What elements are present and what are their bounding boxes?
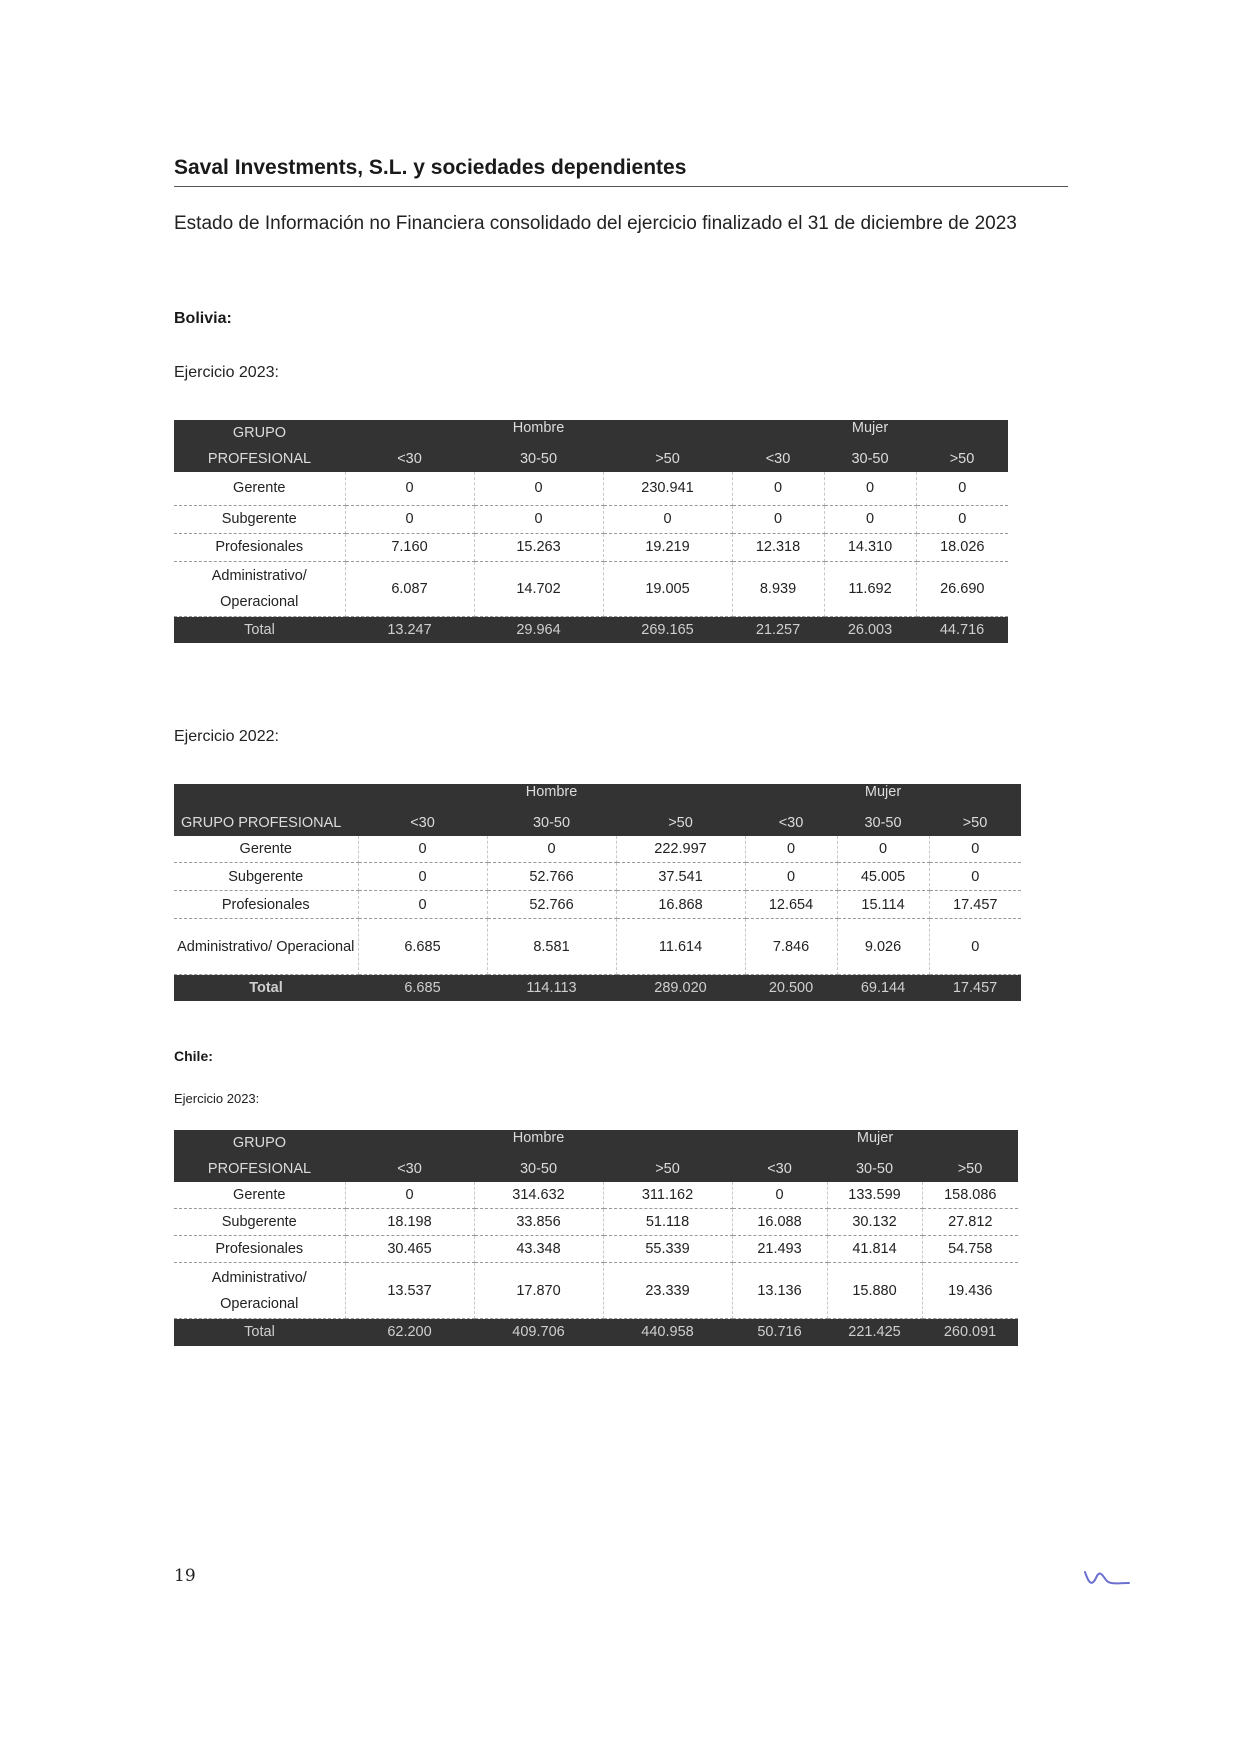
group-header: GRUPO PROFESIONAL <box>174 420 345 472</box>
table-cell: 0 <box>358 891 487 919</box>
table-cell: 13.537 <box>345 1263 474 1319</box>
row-label: Administrativo/ Operacional <box>174 1263 345 1319</box>
signature-mark <box>1083 1566 1131 1595</box>
table-cell: 0 <box>916 505 1008 533</box>
table-row <box>174 1182 1018 1209</box>
age-header: <30 <box>732 1156 827 1182</box>
table-cell: 16.868 <box>616 891 745 919</box>
table-cell: 14.702 <box>474 561 603 616</box>
total-row <box>174 975 1021 1001</box>
total-cell: 114.113 <box>487 975 616 1001</box>
table-cell: 14.310 <box>824 533 916 561</box>
table-row <box>174 1263 1018 1319</box>
company-name: Saval Investments, S.L. y sociedades dependientes <box>174 156 687 179</box>
table-cell: 17.457 <box>929 891 1021 919</box>
table-cell: 52.766 <box>487 891 616 919</box>
table-cell: 54.758 <box>922 1236 1018 1263</box>
total-cell: 44.716 <box>916 616 1008 643</box>
table-row <box>174 533 1008 561</box>
row-label: Administrativo/ Operacional <box>174 919 358 975</box>
table-cell: 0 <box>345 472 474 505</box>
table-row <box>174 505 1008 533</box>
total-cell: 440.958 <box>603 1319 732 1346</box>
remuneration-table <box>174 1130 1018 1346</box>
table-cell: 0 <box>358 836 487 863</box>
gender-header-hombre: Hombre <box>345 420 732 446</box>
age-header: 30-50 <box>474 1156 603 1182</box>
table-cell: 0 <box>929 863 1021 891</box>
table-cell: 0 <box>916 472 1008 505</box>
table-cell: 7.160 <box>345 533 474 561</box>
total-cell: 62.200 <box>345 1319 474 1346</box>
row-label: Subgerente <box>174 863 358 891</box>
table-cell: 51.118 <box>603 1209 732 1236</box>
table-cell: 15.263 <box>474 533 603 561</box>
table-cell: 0 <box>824 472 916 505</box>
total-cell: 69.144 <box>837 975 929 1001</box>
age-header: <30 <box>358 810 487 836</box>
age-header: >50 <box>616 810 745 836</box>
document-title: Estado de Información no Financiera consolidado del ejercicio finalizado el 31 de diciembre de 2023 <box>174 213 1017 234</box>
table-cell: 6.087 <box>345 561 474 616</box>
table-cell: 7.846 <box>745 919 837 975</box>
gender-header-hombre: Hombre <box>358 784 745 810</box>
table-cell: 9.026 <box>837 919 929 975</box>
row-label: Profesionales <box>174 533 345 561</box>
table-cell: 133.599 <box>827 1182 922 1209</box>
table-cell: 0 <box>732 1182 827 1209</box>
table-row <box>174 1236 1018 1263</box>
table-cell: 0 <box>929 836 1021 863</box>
table-cell: 27.812 <box>922 1209 1018 1236</box>
total-cell: 289.020 <box>616 975 745 1001</box>
age-header: >50 <box>916 446 1008 472</box>
age-header: 30-50 <box>487 810 616 836</box>
table-cell: 6.685 <box>358 919 487 975</box>
table-cell: 41.814 <box>827 1236 922 1263</box>
age-header: <30 <box>345 1156 474 1182</box>
table-row <box>174 836 1021 863</box>
group-header: GRUPO PROFESIONAL <box>174 1130 345 1182</box>
age-header: <30 <box>345 446 474 472</box>
table-cell: 0 <box>837 836 929 863</box>
table-cell: 45.005 <box>837 863 929 891</box>
table-cell: 37.541 <box>616 863 745 891</box>
table-cell: 17.870 <box>474 1263 603 1319</box>
age-header: 30-50 <box>824 446 916 472</box>
table-cell: 311.162 <box>603 1182 732 1209</box>
table-row <box>174 472 1008 505</box>
table-cell: 16.088 <box>732 1209 827 1236</box>
table-cell: 43.348 <box>474 1236 603 1263</box>
table-cell: 11.614 <box>616 919 745 975</box>
table-cell: 0 <box>929 919 1021 975</box>
table-cell: 18.198 <box>345 1209 474 1236</box>
table-cell: 0 <box>345 505 474 533</box>
age-header: <30 <box>745 810 837 836</box>
table-cell: 0 <box>745 836 837 863</box>
table-cell: 55.339 <box>603 1236 732 1263</box>
table-cell: 13.136 <box>732 1263 827 1319</box>
country-heading-bolivia: Bolivia: <box>174 310 232 327</box>
total-cell: 29.964 <box>474 616 603 643</box>
table-cell: 0 <box>732 505 824 533</box>
age-header: >50 <box>929 810 1021 836</box>
table-cell: 23.339 <box>603 1263 732 1319</box>
remuneration-table <box>174 784 1021 1001</box>
table-cell: 12.318 <box>732 533 824 561</box>
row-label: Gerente <box>174 472 345 505</box>
table-cell: 0 <box>358 863 487 891</box>
table-cell: 8.939 <box>732 561 824 616</box>
total-label: Total <box>174 975 358 1001</box>
row-label: Gerente <box>174 1182 345 1209</box>
table-cell: 30.465 <box>345 1236 474 1263</box>
exercise-label: Ejercicio 2023: <box>174 364 279 381</box>
row-label: Gerente <box>174 836 358 863</box>
total-row <box>174 616 1008 643</box>
table-row <box>174 891 1021 919</box>
table-cell: 15.880 <box>827 1263 922 1319</box>
table-cell: 0 <box>745 863 837 891</box>
table-cell: 0 <box>603 505 732 533</box>
total-cell: 17.457 <box>929 975 1021 1001</box>
gender-header-mujer: Mujer <box>732 420 1008 446</box>
table-cell: 314.632 <box>474 1182 603 1209</box>
table-cell: 11.692 <box>824 561 916 616</box>
age-header: 30-50 <box>837 810 929 836</box>
table-row <box>174 561 1008 616</box>
gender-header-hombre: Hombre <box>345 1130 732 1156</box>
table-cell: 19.219 <box>603 533 732 561</box>
table-cell: 15.114 <box>837 891 929 919</box>
table-cell: 30.132 <box>827 1209 922 1236</box>
total-cell: 6.685 <box>358 975 487 1001</box>
row-label: Administrativo/ Operacional <box>174 561 345 616</box>
gender-header-mujer: Mujer <box>745 784 1021 810</box>
table-cell: 0 <box>474 505 603 533</box>
total-label: Total <box>174 616 345 643</box>
total-cell: 409.706 <box>474 1319 603 1346</box>
age-header: 30-50 <box>474 446 603 472</box>
exercise-label: Ejercicio 2023: <box>174 1091 260 1106</box>
gender-header-mujer: Mujer <box>732 1130 1018 1156</box>
table-cell: 0 <box>487 836 616 863</box>
table-cell: 0 <box>824 505 916 533</box>
total-cell: 20.500 <box>745 975 837 1001</box>
total-cell: 269.165 <box>603 616 732 643</box>
total-cell: 50.716 <box>732 1319 827 1346</box>
table-cell: 0 <box>345 1182 474 1209</box>
table-cell: 8.581 <box>487 919 616 975</box>
table-cell: 0 <box>732 472 824 505</box>
total-cell: 221.425 <box>827 1319 922 1346</box>
table-row <box>174 863 1021 891</box>
total-label: Total <box>174 1319 345 1346</box>
table-cell: 33.856 <box>474 1209 603 1236</box>
table-cell: 19.436 <box>922 1263 1018 1319</box>
exercise-label: Ejercicio 2022: <box>174 728 279 745</box>
table-cell: 230.941 <box>603 472 732 505</box>
table-row <box>174 919 1021 975</box>
row-label: Subgerente <box>174 505 345 533</box>
remuneration-table <box>174 420 1008 643</box>
table-row <box>174 1209 1018 1236</box>
header-divider <box>174 186 1068 187</box>
group-header: GRUPO PROFESIONAL <box>174 784 358 836</box>
table-cell: 26.690 <box>916 561 1008 616</box>
table-cell: 0 <box>474 472 603 505</box>
table-cell: 158.086 <box>922 1182 1018 1209</box>
total-cell: 21.257 <box>732 616 824 643</box>
table-cell: 18.026 <box>916 533 1008 561</box>
age-header: >50 <box>922 1156 1018 1182</box>
total-cell: 260.091 <box>922 1319 1018 1346</box>
table-cell: 222.997 <box>616 836 745 863</box>
table-cell: 21.493 <box>732 1236 827 1263</box>
total-cell: 26.003 <box>824 616 916 643</box>
row-label: Profesionales <box>174 1236 345 1263</box>
table-cell: 19.005 <box>603 561 732 616</box>
total-cell: 13.247 <box>345 616 474 643</box>
row-label: Subgerente <box>174 1209 345 1236</box>
age-header: 30-50 <box>827 1156 922 1182</box>
table-cell: 52.766 <box>487 863 616 891</box>
total-row <box>174 1319 1018 1346</box>
table-cell: 12.654 <box>745 891 837 919</box>
age-header: >50 <box>603 1156 732 1182</box>
age-header: >50 <box>603 446 732 472</box>
age-header: <30 <box>732 446 824 472</box>
row-label: Profesionales <box>174 891 358 919</box>
country-heading-chile: Chile: <box>174 1048 213 1064</box>
page-number: 19 <box>174 1566 196 1586</box>
